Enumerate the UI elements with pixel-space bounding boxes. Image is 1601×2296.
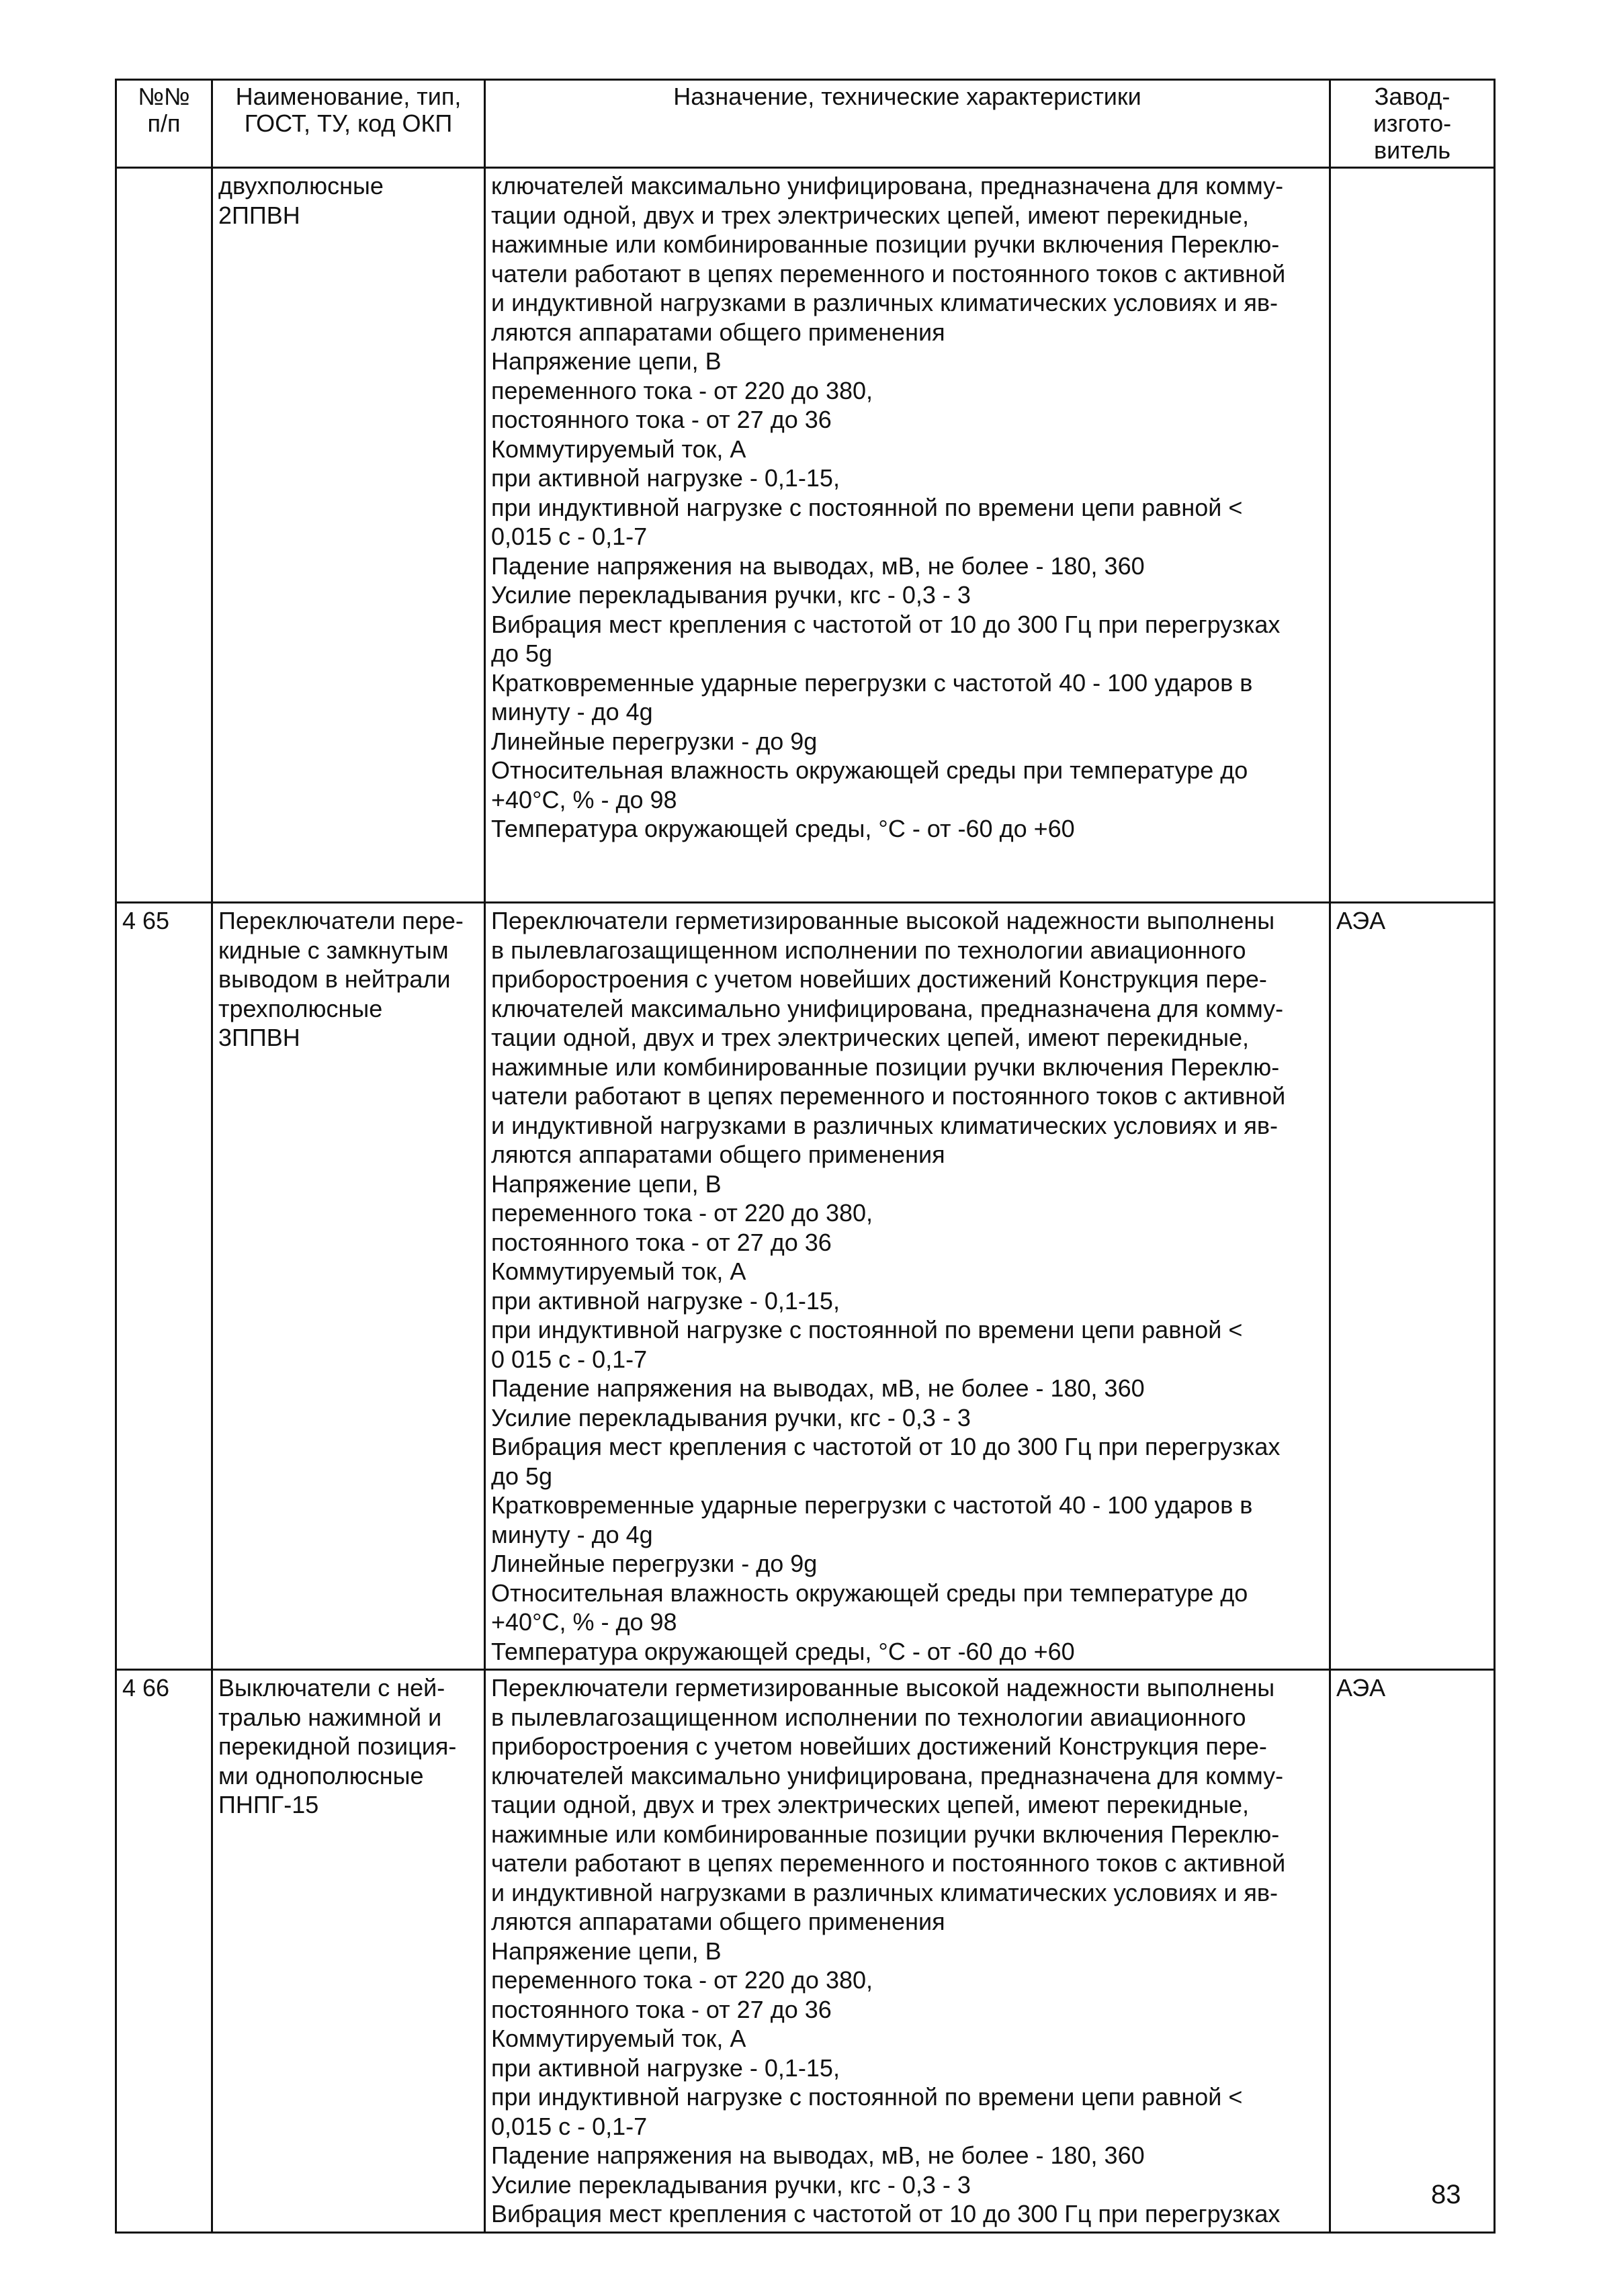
row-name [212,168,485,903]
header-manufacturer-line: Завод- [1374,83,1451,110]
row-manufacturer [1330,168,1495,903]
row-description [485,168,1330,903]
row-description-line: и индуктивной нагрузками в различных климатических условиях и яв- [491,289,1279,316]
row-description-line: нажимные или комбинированные позиции ручки включения Переклю- [491,1820,1280,1848]
row-description-line: ключателей максимально унифицирована, предназначена для комму- [491,172,1284,200]
row-name-line: кидные с замкнутым [218,936,449,964]
row-description-line: постоянного тока - от 27 до 36 [491,406,832,433]
row-description-line: Коммутируемый ток, А [491,2025,746,2052]
header-purpose [485,80,1330,168]
row-description-line: тации одной, двух и трех электрических цепей, имеют перекидные, [491,1024,1250,1051]
page-number: 83 [1431,2180,1461,2209]
row-number [116,903,212,1670]
row-description-line: при индуктивной нагрузке с постоянной по времени цепи равной < [491,493,1243,521]
table-row [116,1670,1495,2233]
spec-table [115,79,1496,2234]
row-description-line: Усилие перекладывания ручки, кгс - 0,3 - 3 [491,2170,971,2199]
row-description-line: Относительная влажность окружающей среды при температуре до [491,756,1248,784]
row-description-line: до 5g [491,1462,553,1490]
row-description-line: чатели работают в цепях переменного и постоянного токов с активной [491,1849,1286,1877]
row-description-line: Напряжение цепи, В [491,1169,722,1198]
row-description-line: Усилие перекладывания ручки, кгс - 0,3 - 3 [491,1403,971,1431]
table-row [116,903,1495,1670]
header-name-line: ГОСТ, ТУ, код ОКП [244,109,453,137]
row-name-line: 3ППВН [218,1024,300,1051]
row-name-line: двухполюсные [218,172,384,200]
row-description-line: переменного тока - от 220 до 380, [491,376,873,404]
row-manufacturer-line [1336,171,1488,201]
row-description-line: ляются аппаратами общего применения [491,318,945,346]
row-description-line: постоянного тока - от 27 до 36 [491,1228,832,1256]
row-description-line: переменного тока - от 220 до 380, [491,1199,873,1227]
row-name-line: Выключатели с ней- [218,1674,445,1702]
row-description-line: Вибрация мест крепления с частотой от 10 до 300 Гц при перегрузках [491,610,1281,638]
header-manufacturer-line: витель [1374,136,1451,164]
row-manufacturer [1330,1670,1495,2233]
row-name-line: Переключатели пере- [218,907,464,934]
row-description-line: Коммутируемый ток, А [491,1257,746,1285]
row-description-line: 0,015 с - 0,1-7 [491,523,648,550]
row-description-line: Кратковременные ударные перегрузки с частотой 40 - 100 ударов в [491,668,1253,697]
header-name-line: Наименование, тип, [235,83,462,110]
row-description-line: чатели работают в цепях переменного и постоянного токов с активной [491,1082,1286,1110]
row-description-line: Падение напряжения на выводах, мВ, не более - 180, 360 [491,551,1145,580]
header-number-line: п/п [147,109,181,137]
row-description [485,903,1330,1670]
row-description-line: Кратковременные ударные перегрузки с частотой 40 - 100 ударов в [491,1491,1253,1519]
row-description-line: Напряжение цепи, В [491,1937,722,1965]
row-description-line: Вибрация мест крепления с частотой от 10 до 300 Гц при перегрузках [491,2200,1281,2227]
row-description-line: Вибрация мест крепления с частотой от 10 до 300 Гц при перегрузках [491,1433,1281,1460]
row-name [212,903,485,1670]
row-description-line: Температура окружающей среды, °C - от -60 до +60 [491,815,1075,842]
header-number [116,80,212,168]
row-description-line: ключателей максимально унифицирована, предназначена для комму- [491,1761,1284,1790]
row-number [116,168,212,903]
row-description-line: при активной нагрузке - 0,1-15, [491,464,840,492]
row-description-line: Линейные перегрузки - до 9g [491,727,818,755]
table-row [116,168,1495,903]
row-description-line: Коммутируемый ток, А [491,435,746,463]
row-description-line: ляются аппаратами общего применения [491,1908,945,1935]
row-number [116,1670,212,2233]
row-description-line: 0 015 с - 0,1-7 [491,1345,648,1373]
row-description-line: до 5g [491,639,553,667]
row-description-line: Напряжение цепи, В [491,347,722,375]
header-manufacturer-line: изгото- [1373,109,1452,137]
row-number-line: 4 65 [122,907,170,934]
table-header-row [116,80,1495,168]
row-name-line: 2ППВН [218,201,300,229]
row-description-line: в пылевлагозащищенном исполнении по технологии авиационного [491,1703,1246,1731]
row-name [212,1670,485,2233]
row-manufacturer [1330,903,1495,1670]
row-description [485,1670,1330,2233]
row-description-line: при индуктивной нагрузке с постоянной по времени цепи равной < [491,2083,1243,2111]
row-description-line: Усилие перекладывания ручки, кгс - 0,3 - 3 [491,581,971,609]
row-number-line [122,171,206,201]
row-name-line: выводом в нейтрали [218,965,451,993]
row-description-line: минуту - до 4g [491,698,653,725]
row-description-line: Переключатели герметизированные высокой надежности выполнены [491,1674,1275,1702]
row-description-line: Падение напряжения на выводах, мВ, не более - 180, 360 [491,2142,1145,2169]
row-name-line: трехполюсные [218,994,383,1022]
row-description-line: Падение напряжения на выводах, мВ, не более - 180, 360 [491,1374,1145,1402]
row-description-line: и индуктивной нагрузками в различных климатических условиях и яв- [491,1878,1279,1906]
row-description-line: при индуктивной нагрузке с постоянной по времени цепи равной < [491,1316,1243,1343]
row-description-line: +40°C, % - до 98 [491,785,677,813]
row-description-line: Относительная влажность окружающей среды при температуре до [491,1579,1248,1607]
header-purpose-line: Назначение, технические характеристики [673,83,1141,110]
row-description-line: 0,015 с - 0,1-7 [491,2112,648,2140]
row-name-line: тралью нажимной и [218,1703,442,1731]
row-manufacturer-line: АЭА [1336,1674,1386,1702]
row-description-line: переменного тока - от 220 до 380, [491,1966,873,1994]
row-description-line: и индуктивной нагрузками в различных климатических условиях и яв- [491,1111,1279,1139]
row-description-line: при активной нагрузке - 0,1-15, [491,1286,840,1315]
row-description-line: при активной нагрузке - 0,1-15, [491,2054,840,2082]
header-manufacturer [1330,80,1495,168]
row-name-line: ми однополюсные [218,1761,424,1790]
row-name-line: перекидной позиция- [218,1732,457,1760]
header-name [212,80,485,168]
row-manufacturer-line: АЭА [1336,907,1386,934]
row-description-line: нажимные или комбинированные позиции ручки включения Переклю- [491,230,1280,258]
row-description-line: тации одной, двух и трех электрических цепей, имеют перекидные, [491,1791,1250,1818]
row-description-line: ляются аппаратами общего применения [491,1141,945,1168]
row-description-line: тации одной, двух и трех электрических цепей, имеют перекидные, [491,201,1250,229]
row-description-line: минуту - до 4g [491,1520,653,1548]
row-description-line: приборостроения с учетом новейших достижений Конструкция пере- [491,1732,1267,1760]
row-description-line: приборостроения с учетом новейших достижений Конструкция пере- [491,965,1267,993]
row-description-line: постоянного тока - от 27 до 36 [491,1995,832,2023]
row-name-line: ПНПГ-15 [218,1791,319,1818]
row-description-line: ключателей максимально унифицирована, предназначена для комму- [491,994,1284,1022]
row-description-line: нажимные или комбинированные позиции ручки включения Переклю- [491,1053,1280,1081]
row-description-line: в пылевлагозащищенном исполнении по технологии авиационного [491,936,1246,964]
row-description-line: +40°C, % - до 98 [491,1608,677,1636]
row-description-line: Линейные перегрузки - до 9g [491,1550,818,1577]
row-description-line: чатели работают в цепях переменного и постоянного токов с активной [491,259,1286,288]
row-description-line: Переключатели герметизированные высокой надежности выполнены [491,907,1275,934]
row-description-line: Температура окружающей среды, °C - от -60 до +60 [491,1637,1075,1665]
row-number-line: 4 66 [122,1674,170,1702]
header-number-line: №№ [138,83,190,110]
